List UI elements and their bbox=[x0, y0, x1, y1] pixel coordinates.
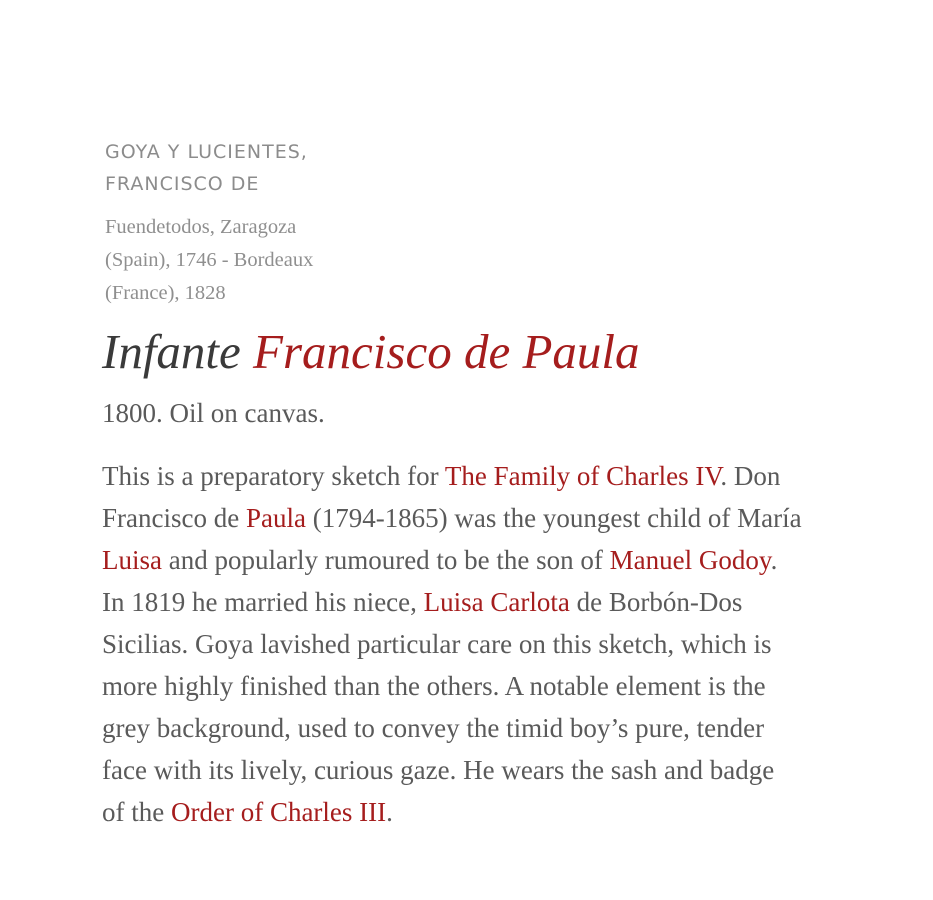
description bbox=[102, 455, 862, 833]
artist-name bbox=[105, 136, 365, 200]
artist-origin-line: (Spain), 1746 - Bordeaux bbox=[105, 249, 314, 271]
work-title-link[interactable]: Francisco de Paula bbox=[253, 324, 640, 379]
work-title-prefix: Infante bbox=[102, 324, 241, 379]
description-line: grey background, used to convey the timid boy’s pure, tender bbox=[102, 713, 765, 743]
artist-origin-line: Fuendetodos, Zaragoza bbox=[105, 216, 297, 238]
link-paula[interactable]: Paula bbox=[245, 503, 306, 533]
artist-name-line: GOYA Y LUCIENTES, bbox=[105, 141, 308, 163]
description-text: and popularly rumoured to be the son of bbox=[162, 545, 610, 575]
description-text: In 1819 he married his niece, bbox=[102, 587, 424, 617]
link-family-of-charles-iv[interactable]: The Family of Charles IV bbox=[444, 461, 721, 491]
artist-origin bbox=[105, 211, 345, 310]
work-meta: 1800. Oil on canvas. bbox=[102, 398, 325, 428]
description-text: (1794-1865) was the youngest child of María bbox=[305, 503, 802, 533]
link-order-of-charles-iii[interactable]: Order of Charles III bbox=[170, 797, 387, 827]
description-text: This is a preparatory sketch for bbox=[102, 461, 445, 491]
description-line bbox=[102, 539, 862, 581]
artist-name-line: FRANCISCO DE bbox=[105, 173, 260, 195]
description-line bbox=[102, 791, 862, 833]
description-text: Francisco de bbox=[102, 503, 246, 533]
description-line bbox=[102, 455, 862, 497]
description-text: of the bbox=[102, 797, 171, 827]
description-line bbox=[102, 581, 862, 623]
description-line: more highly finished than the others. A notable element is the bbox=[102, 671, 766, 701]
artist-origin-line: (France), 1828 bbox=[105, 282, 226, 304]
work-title bbox=[102, 322, 640, 382]
link-luisa[interactable]: Luisa bbox=[102, 545, 162, 575]
description-text: . bbox=[770, 545, 778, 575]
description-line: face with its lively, curious gaze. He wears the sash and badge bbox=[102, 755, 775, 785]
link-luisa-carlota[interactable]: Luisa Carlota bbox=[423, 587, 570, 617]
description-text: . bbox=[386, 797, 393, 827]
description-line: Sicilias. Goya lavished particular care on this sketch, which is bbox=[102, 629, 772, 659]
description-text: . Don bbox=[720, 461, 781, 491]
description-line bbox=[102, 497, 862, 539]
description-text: de Borbón-Dos bbox=[569, 587, 743, 617]
link-manuel-godoy[interactable]: Manuel Godoy bbox=[609, 545, 771, 575]
